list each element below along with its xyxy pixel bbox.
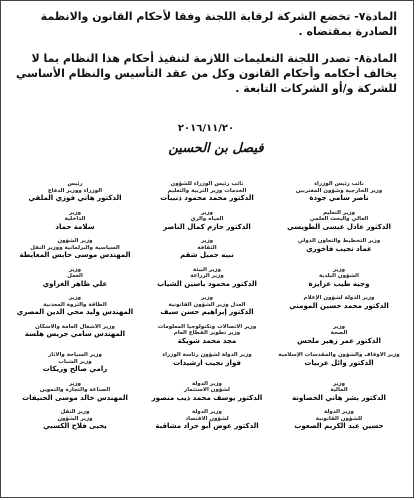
minister-signature-block [275, 324, 403, 353]
minister-signature-block [143, 381, 271, 410]
articles-section [15, 9, 397, 108]
minister-title: وزير العمل [67, 266, 83, 279]
minister-title: وزير الدولة للشؤون القانونية [315, 409, 363, 422]
minister-signature-block [11, 324, 139, 353]
minister-signature-block [11, 409, 139, 438]
minister-signature-block [11, 295, 139, 324]
minister-signature-block [143, 267, 271, 296]
minister-title: نائب رئيس الوزراء للشؤون الخدمات وزير التربية والتعليم [167, 181, 247, 194]
minister-name: عماد نجيب فاخوري [306, 244, 372, 253]
minister-signature-block [275, 238, 403, 267]
minister-signature-block [275, 352, 403, 381]
minister-name: فواز نجيب ارشيدات [173, 358, 241, 367]
minister-title: وزير الدولة لشؤون الاستثمار [184, 380, 230, 393]
minister-signature-block [275, 181, 403, 210]
minister-name: الدكتور حازم كمال الناصر [163, 222, 251, 231]
minister-title: وزير الدولة لشؤون رئاسة الوزراء [162, 352, 252, 358]
minister-name: الدكتور إبراهيم حسن سيف [160, 308, 254, 316]
minister-name: يحيى فلاح الكسبي [43, 422, 107, 430]
minister-name: حسين عبد الكريم الصعوب [294, 422, 384, 430]
minister-signature-block [275, 409, 403, 438]
minister-name: الدكتور وائل عربيات [304, 358, 374, 367]
minister-title: وزير الشؤون البلدية [318, 266, 360, 279]
minister-title: وزير الداخلية [64, 209, 86, 222]
minister-signature-block [143, 324, 271, 353]
minister-name: الدكتور عمر زهير ملحس [297, 336, 381, 345]
minister-signature-block [11, 181, 139, 210]
minister-name: رامي صالح وريكات [42, 365, 108, 373]
minister-title: وزير البيئة وزير الزراعة [190, 266, 224, 279]
article-7: المادة٧- تخضع الشركة لرقابة اللجنة وفقا لأحكام القانون والانظمة الصادرة بمقتضاه . [40, 10, 397, 38]
minister-name: المهندس خالد موسى الحنيفات [22, 393, 128, 402]
minister-title: وزير الشؤون السياسية والبرلمانية ووزير النقل [30, 238, 120, 251]
minister-title: وزير المالية [330, 380, 348, 393]
minister-signature-block [11, 352, 139, 381]
article-8: المادة٨- تصدر اللجنة التعليمات اللازمة لتنفيذ أحكام هذا النظام بما لا يخالف أحكامه وأحكام القانون وكل من عقد التأسيس والنظام الأساسي للشركة و/أو الشركات التابعة . [16, 52, 397, 95]
minister-name: سلامة حماد [55, 222, 95, 231]
minister-signature-block [11, 381, 139, 410]
minister-signature-block [143, 181, 271, 210]
minister-name: الدكتور يوسف محمد ذيب منصور [151, 393, 263, 402]
minister-title: وزير العدل وزير الشؤون القانونية [168, 295, 246, 308]
minister-name: نبيه جميل شقم [180, 251, 234, 259]
minister-signature-block [275, 210, 403, 239]
minister-name: الدكتور عوض أبو جراد مشاقبة [155, 422, 259, 430]
decree-date: ٢٠١٦/١١/٢٠ [177, 123, 235, 134]
minister-signature-block [143, 409, 271, 438]
minister-title: رئيس الوزراء ووزير الدفاع [47, 181, 103, 194]
minister-signature-block [275, 381, 403, 410]
minister-name: المهندس سامي جريس هلسة [24, 330, 126, 338]
minister-title: وزير الأشغال العامة والاسكان [35, 323, 115, 330]
ministers-signatures-grid [11, 181, 403, 438]
minister-title: وزير الصناعة والتجارة والتموين [39, 380, 111, 393]
minister-title: وزير التخطيط والتعاون الدولي [297, 238, 381, 244]
minister-signature-block [11, 267, 139, 296]
minister-title: وزير الاتصالات وتكنولوجيا المعلومات وزير تطوير القطاع العام [157, 323, 257, 336]
minister-title: وزير السياحة والآثار وزير الشباب [48, 352, 102, 365]
minister-signature-block [11, 238, 139, 267]
minister-title: وزير الأوقاف والشؤون والمقدسات الإسلامية [278, 352, 400, 358]
minister-name: الدكتور هاني فوزي الملقي [28, 194, 122, 202]
minister-title: وزير الدولة لشؤون الإعلام [303, 295, 375, 301]
minister-title: وزير الدولة لشؤون الاقتصاد [185, 409, 229, 422]
minister-signature-block [143, 295, 271, 324]
royal-signature: فيصل بن الحسين [168, 141, 264, 156]
minister-signature-block [275, 295, 403, 324]
minister-title: وزير التعليم العالي والبحث العلمي [309, 209, 369, 222]
minister-signature-block [143, 210, 271, 239]
minister-name: وجيه طيب عزايزة [308, 279, 370, 288]
minister-name: ناصر سامي جودة [309, 194, 369, 202]
minister-title: وزير الصحة [330, 323, 348, 336]
minister-name: مجد محمد شويكة [177, 336, 237, 345]
minister-name: الدكتور محمود ياسين الشياب [157, 279, 257, 288]
minister-signature-block [11, 210, 139, 239]
minister-signature-block [143, 238, 271, 267]
minister-title: وزير المياه والري [190, 209, 224, 222]
minister-title: وزير الطاقة والثروة المعدنية [43, 295, 107, 308]
minister-name: الدكتور محمد حسين المومني [289, 301, 389, 310]
minister-title: نائب رئيس الوزراء وزير الخارجية وشؤون المغتربين [295, 181, 383, 194]
minister-name: المهندس وليد محي الدين المصري [16, 308, 134, 316]
minister-signature-block [143, 352, 271, 381]
minister-signature-block [275, 267, 403, 296]
minister-name: المهندس موسى حابس المعايطة [19, 251, 131, 259]
minister-name: علي ظاهر الغزاوي [42, 279, 108, 288]
minister-name: الدكتور محمد محمود ذنيبات [160, 194, 254, 202]
minister-name: الدكتور بشر هاني الخصاونة [292, 393, 386, 402]
minister-title: وزير النقل وزير الشؤون [57, 409, 93, 422]
minister-title: وزير الثقافة [197, 238, 217, 251]
minister-name: الدكتور عادل عيسى الطويسي [287, 222, 391, 231]
